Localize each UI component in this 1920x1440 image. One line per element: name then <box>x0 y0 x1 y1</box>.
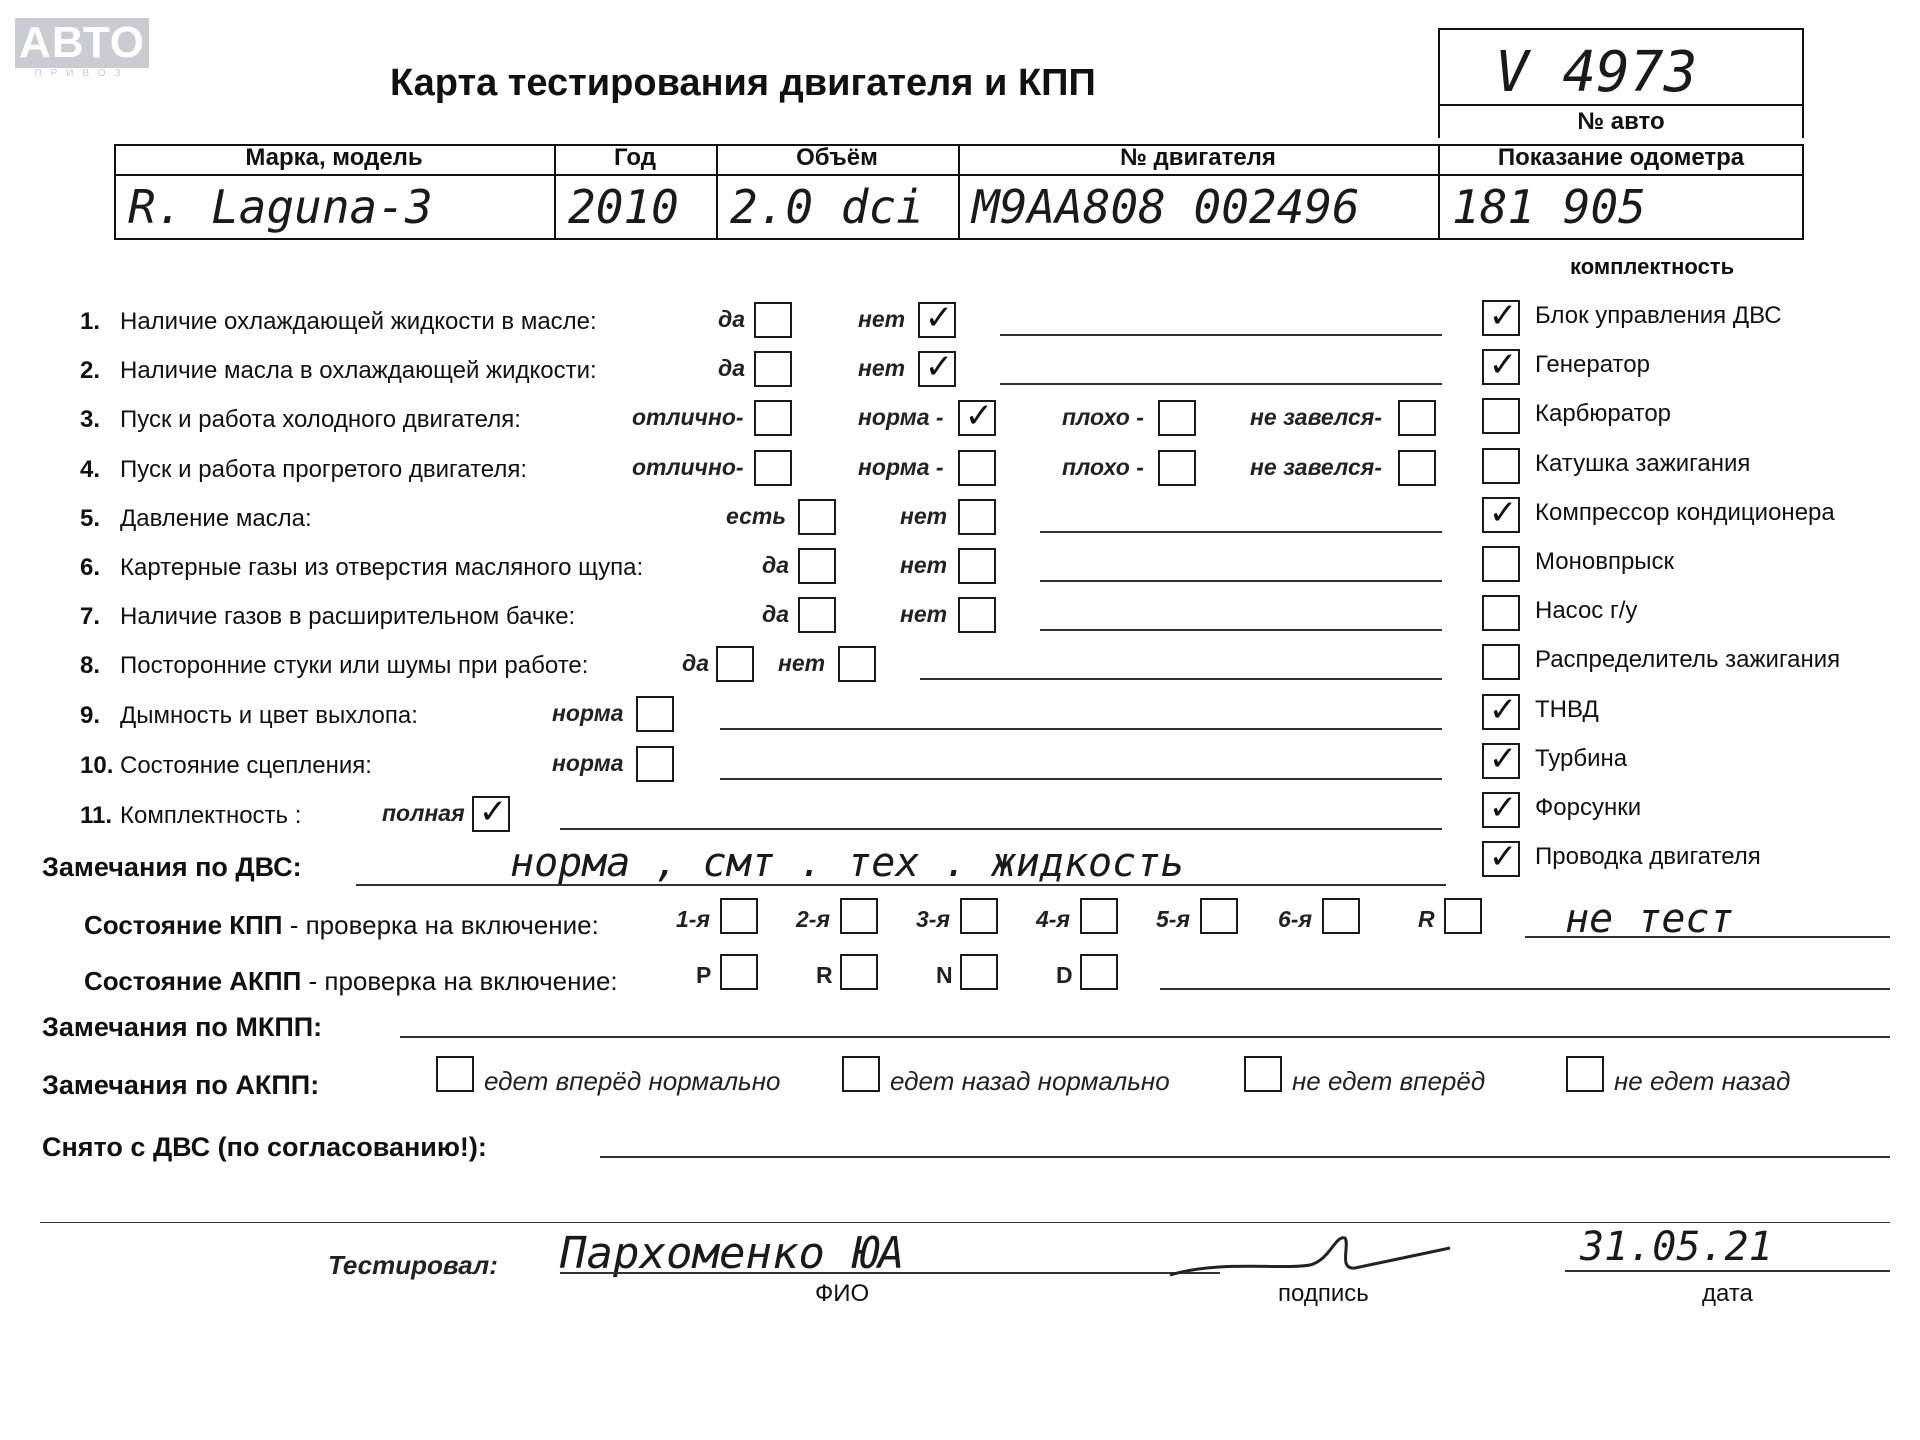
item-option-label: нет <box>900 601 948 627</box>
removed-label: Снято с ДВС (по согласованию!): <box>42 1132 487 1162</box>
completeness-box[interactable] <box>1482 448 1520 484</box>
item-option-box[interactable] <box>958 499 996 535</box>
item-answer-line[interactable] <box>720 728 1442 730</box>
kpp-note-line[interactable] <box>1525 936 1890 938</box>
item-option-box-check-icon: ✓ <box>478 792 508 832</box>
item-option-box[interactable] <box>798 548 836 584</box>
item-option-label: полная <box>382 800 465 826</box>
item-option-box[interactable] <box>1398 400 1436 436</box>
item-number: 2. <box>80 357 101 384</box>
header-value-3: M9AA808 002496 <box>972 180 1360 234</box>
item-label: Давление масла: <box>120 505 312 532</box>
kpp-gear-box[interactable] <box>720 898 758 934</box>
item-number: 11. <box>80 802 113 829</box>
kpp-gear-box[interactable] <box>960 898 998 934</box>
date-value: 31.05.21 <box>1580 1224 1773 1270</box>
item-number: 10. <box>80 752 114 779</box>
completeness-label: Компрессор кондиционера <box>1535 498 1835 526</box>
car-number-label: № авто <box>1577 108 1665 135</box>
completeness-box-check-icon: ✓ <box>1488 689 1518 730</box>
item-label: Пуск и работа холодного двигателя: <box>120 406 521 433</box>
item-option-box[interactable] <box>838 646 876 682</box>
item-number: 8. <box>80 652 101 679</box>
kpp-label-bold: Состояние КПП <box>84 910 283 940</box>
kpp-note: не тест <box>1565 896 1734 942</box>
completeness-box-check-icon: ✓ <box>1488 345 1518 386</box>
header-value-2: 2.0 dci <box>730 180 924 234</box>
header-col-4: Показание одометра <box>1497 144 1745 171</box>
kpp-gear-label: 6-я <box>1278 906 1312 932</box>
kpp-gear-box[interactable] <box>1080 898 1118 934</box>
header-col-divider <box>958 144 960 240</box>
akpp-note-label: не едет вперёд <box>1292 1066 1486 1096</box>
item-option-label: нет <box>900 552 948 578</box>
item-option-label: отлично- <box>632 454 744 480</box>
dvs-notes-value: норма , смт . тех . жидкость <box>510 840 1185 886</box>
item-label: Пуск и работа прогретого двигателя: <box>120 456 528 483</box>
header-col-divider <box>716 144 718 240</box>
dvs-notes-label: Замечания по ДВС: <box>42 852 302 882</box>
item-label: Наличие охлаждающей жидкости в масле: <box>120 308 597 335</box>
kpp-label-rest: - проверка на включение: <box>282 910 599 940</box>
kpp-gear-label: 5-я <box>1156 906 1190 932</box>
item-label: Комплектность : <box>120 802 302 829</box>
completeness-box-check-icon: ✓ <box>1488 788 1518 828</box>
item-option-label: есть <box>726 503 786 529</box>
item-label: Наличие масла в охлаждающей жидкости: <box>120 357 597 384</box>
item-option-label: не завелся- <box>1250 454 1382 480</box>
akpp-note-box[interactable] <box>842 1056 880 1092</box>
item-number: 3. <box>80 406 101 433</box>
item-option-label: нет <box>858 355 906 381</box>
item-option-box[interactable] <box>636 696 674 732</box>
item-number: 7. <box>80 603 101 630</box>
header-col-0: Марка, модель <box>245 144 423 171</box>
item-number: 6. <box>80 554 101 581</box>
item-answer-line[interactable] <box>1040 580 1442 582</box>
completeness-box-check-icon: ✓ <box>1488 837 1518 878</box>
item-option-box[interactable] <box>716 646 754 682</box>
fio-caption: ФИО <box>815 1280 870 1307</box>
item-number: 9. <box>80 702 101 729</box>
akpp-line[interactable] <box>1160 988 1890 990</box>
date-line[interactable] <box>1565 1270 1890 1272</box>
item-number: 1. <box>80 308 101 335</box>
tester-name: Пархоменко ЮА <box>560 1228 905 1279</box>
header-value-0: R. Laguna-3 <box>128 180 433 234</box>
car-number-value: V 4973 <box>1495 40 1698 105</box>
item-option-label: не завелся- <box>1250 404 1382 430</box>
item-answer-line[interactable] <box>920 678 1442 680</box>
header-col-divider <box>1438 144 1440 240</box>
completeness-label: ТНВД <box>1535 695 1599 723</box>
item-option-box-check-icon: ✓ <box>964 396 994 436</box>
item-option-label: да <box>718 355 746 381</box>
kpp-gear-box[interactable] <box>1322 898 1360 934</box>
item-answer-line[interactable] <box>720 778 1442 780</box>
item-option-label: норма <box>552 700 624 726</box>
akpp-gear-label: N <box>936 962 953 988</box>
akpp-gear-box[interactable] <box>840 954 878 990</box>
tested-label: Тестировал: <box>328 1250 498 1280</box>
completeness-box-check-icon: ✓ <box>1488 738 1518 779</box>
completeness-label: Генератор <box>1535 351 1650 379</box>
akpp-gear-label: R <box>816 962 833 988</box>
kpp-gear-box[interactable] <box>1444 898 1482 934</box>
akpp-gear-box[interactable] <box>1080 954 1118 990</box>
header-value-1: 2010 <box>568 180 679 234</box>
header-col-1: Год <box>614 144 656 171</box>
item-option-label: нет <box>778 650 826 676</box>
completeness-label: Блок управления ДВС <box>1535 302 1782 329</box>
item-option-box[interactable] <box>754 302 792 338</box>
item-option-box-check-icon: ✓ <box>924 347 954 387</box>
completeness-label: Проводка двигателя <box>1535 843 1761 871</box>
kpp-gear-label: 1-я <box>676 906 710 932</box>
car-number-frame <box>1438 104 1804 138</box>
item-option-label: да <box>762 552 790 578</box>
item-answer-line[interactable] <box>1040 629 1442 631</box>
item-option-label: да <box>762 601 790 627</box>
completeness-box[interactable] <box>1482 398 1520 434</box>
item-label: Наличие газов в расширительном бачке: <box>120 603 576 630</box>
item-option-box[interactable] <box>754 400 792 436</box>
page-title: Карта тестирования двигателя и КПП <box>390 62 1096 104</box>
item-option-box[interactable] <box>754 351 792 387</box>
item-option-label: плохо - <box>1062 454 1144 480</box>
mkpp-notes-line[interactable] <box>400 1036 1890 1038</box>
header-col-2: Объём <box>796 144 878 171</box>
akpp-gear-label: P <box>696 962 712 988</box>
item-option-box[interactable] <box>636 746 674 782</box>
header-value-4: 181 905 <box>1452 180 1646 234</box>
akpp-note-box[interactable] <box>1566 1056 1604 1092</box>
akpp-gear-box[interactable] <box>960 954 998 990</box>
akpp-label-bold: Состояние АКПП <box>84 966 302 996</box>
mkpp-notes-label: Замечания по МКПП: <box>42 1012 323 1042</box>
akpp-notes-label: Замечания по АКПП: <box>42 1070 320 1100</box>
item-answer-line[interactable] <box>1000 383 1442 385</box>
item-option-label: плохо - <box>1062 404 1144 430</box>
sign-caption: подпись <box>1278 1280 1369 1307</box>
item-option-label: нет <box>900 503 948 529</box>
item-option-box[interactable] <box>958 450 996 486</box>
header-col-divider <box>554 144 556 240</box>
akpp-note-box[interactable] <box>436 1056 474 1092</box>
item-option-box-check-icon: ✓ <box>924 298 954 338</box>
item-option-label: нет <box>858 306 906 332</box>
item-option-label: норма - <box>858 454 944 480</box>
item-option-box[interactable] <box>798 499 836 535</box>
item-option-box[interactable] <box>958 548 996 584</box>
item-label: Состояние сцепления: <box>120 752 372 779</box>
kpp-gear-label: 2-я <box>796 906 830 932</box>
item-answer-line[interactable] <box>560 828 1442 830</box>
removed-line[interactable] <box>600 1156 1890 1158</box>
akpp-note-label: едет вперёд нормально <box>484 1066 781 1096</box>
logo: АВТО <box>15 18 149 68</box>
item-label: Дымность и цвет выхлопа: <box>120 702 418 729</box>
item-option-box[interactable] <box>1158 400 1196 436</box>
header-col-3: № двигателя <box>1120 144 1276 171</box>
item-option-box[interactable] <box>958 597 996 633</box>
akpp-gear-box[interactable] <box>720 954 758 990</box>
item-option-box[interactable] <box>1398 450 1436 486</box>
completeness-label: Форсунки <box>1535 794 1642 821</box>
akpp-label-rest: - проверка на включение: <box>301 966 618 996</box>
completeness-label: Распределитель зажигания <box>1535 646 1841 674</box>
fio-line[interactable] <box>560 1272 1220 1274</box>
kpp-gear-box[interactable] <box>840 898 878 934</box>
completeness-label: Катушка зажигания <box>1535 449 1751 477</box>
akpp-gear-label: D <box>1056 962 1073 988</box>
item-label: Картерные газы из отверстия масляного щупа: <box>120 554 644 581</box>
date-caption: дата <box>1702 1280 1753 1307</box>
item-answer-line[interactable] <box>1000 334 1442 336</box>
item-option-label: да <box>718 306 746 332</box>
completeness-box[interactable] <box>1482 595 1520 631</box>
completeness-label: Турбина <box>1535 744 1628 772</box>
completeness-box-check-icon: ✓ <box>1488 296 1518 336</box>
item-option-label: отлично- <box>632 404 744 430</box>
completeness-box[interactable] <box>1482 644 1520 680</box>
akpp-note-box[interactable] <box>1244 1056 1282 1092</box>
item-option-label: норма - <box>858 404 944 430</box>
completeness-box[interactable] <box>1482 546 1520 582</box>
completeness-label: Моновпрыск <box>1535 548 1675 575</box>
kpp-gear-label: 4-я <box>1036 906 1070 932</box>
kpp-label <box>84 910 599 941</box>
item-label: Посторонние стуки или шумы при работе: <box>120 652 589 679</box>
item-option-label: да <box>682 650 710 676</box>
item-number: 4. <box>80 456 101 483</box>
completeness-label: Карбюратор <box>1535 400 1672 428</box>
completeness-title: комплектность <box>1570 254 1735 279</box>
akpp-note-label: едет назад нормально <box>890 1066 1170 1096</box>
item-answer-line[interactable] <box>1040 531 1442 533</box>
kpp-gear-box[interactable] <box>1200 898 1238 934</box>
completeness-label: Насос г/у <box>1535 597 1638 625</box>
kpp-gear-label: R <box>1418 906 1435 932</box>
item-option-box[interactable] <box>798 597 836 633</box>
item-option-box[interactable] <box>1158 450 1196 486</box>
item-number: 5. <box>80 505 101 532</box>
item-option-box[interactable] <box>754 450 792 486</box>
logo-subtitle: ПРИВОЗ <box>34 68 130 79</box>
item-option-label: норма <box>552 750 624 776</box>
separator-line <box>40 1222 1890 1223</box>
akpp-label <box>84 966 618 997</box>
completeness-box-check-icon: ✓ <box>1488 492 1518 533</box>
kpp-gear-label: 3-я <box>916 906 950 932</box>
akpp-note-label: не едет назад <box>1614 1066 1791 1096</box>
